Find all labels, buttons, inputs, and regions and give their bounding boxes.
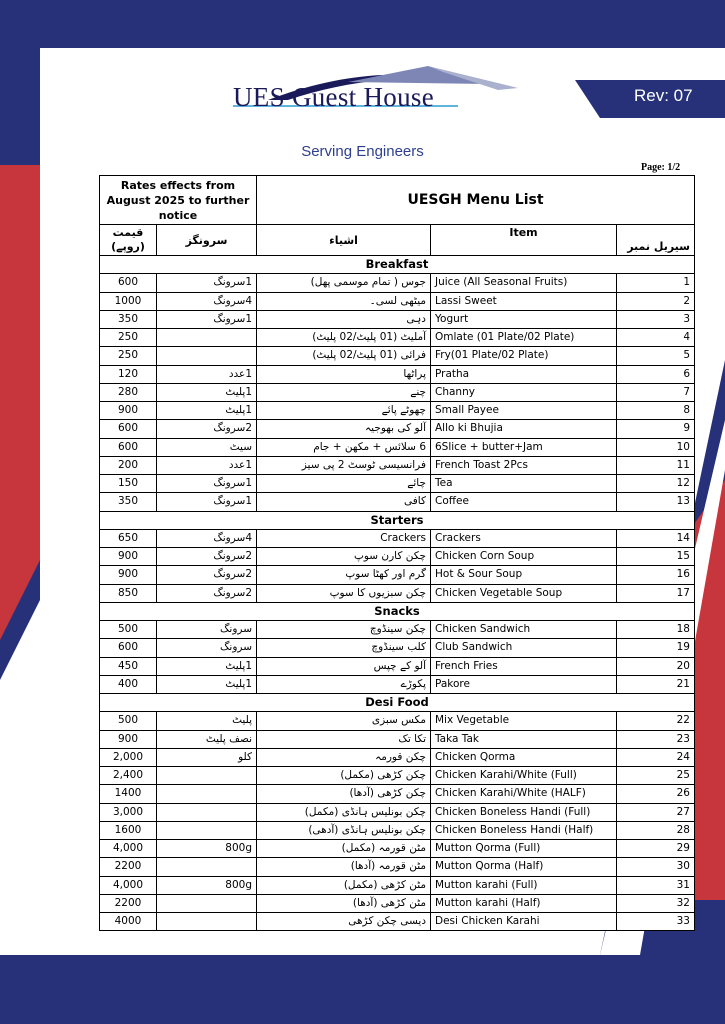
serial-number-cell: 26	[617, 785, 695, 803]
price-cell: 4,000	[100, 876, 157, 894]
serial-number-cell: 12	[617, 475, 695, 493]
item-name-cell: Mutton Qorma (Full)	[431, 840, 617, 858]
table-row	[100, 310, 695, 328]
item-name-cell: Allo ki Bhujia	[431, 420, 617, 438]
item-name-cell: Mutton karahi (Full)	[431, 876, 617, 894]
serial-number-cell: 33	[617, 913, 695, 931]
item-name-cell: Chicken Qorma	[431, 748, 617, 766]
table-row	[100, 383, 695, 401]
price-cell: 280	[100, 383, 157, 401]
table-row	[100, 548, 695, 566]
item-name-cell: Juice (All Seasonal Fruits)	[431, 274, 617, 292]
section-title: Breakfast	[100, 256, 695, 274]
servings-cell: سرونگ	[157, 639, 257, 657]
servings-cell: 800g	[157, 840, 257, 858]
price-cell: 900	[100, 566, 157, 584]
servings-cell: 4سرونگ	[157, 292, 257, 310]
item-name-cell: Lassi Sweet	[431, 292, 617, 310]
serial-number-cell: 3	[617, 310, 695, 328]
urdu-item-cell: کافی	[257, 493, 431, 511]
servings-cell	[157, 894, 257, 912]
table-row	[100, 876, 695, 894]
table-header-row-1	[100, 176, 695, 225]
table-row	[100, 730, 695, 748]
urdu-item-cell: 6 سلائس + مکھن + جام	[257, 438, 431, 456]
serial-number-cell: 19	[617, 639, 695, 657]
price-cell: 900	[100, 402, 157, 420]
price-cell: 850	[100, 584, 157, 602]
price-cell: 250	[100, 347, 157, 365]
price-cell: 1400	[100, 785, 157, 803]
page-number: Page: 1/2	[641, 162, 681, 173]
servings-cell	[157, 767, 257, 785]
serial-number-cell: 28	[617, 821, 695, 839]
servings-cell: سیٹ	[157, 438, 257, 456]
item-name-cell: Fry(01 Plate/02 Plate)	[431, 347, 617, 365]
serial-number-cell: 21	[617, 675, 695, 693]
urdu-item-cell: مٹن کڑھی (آدھا)	[257, 894, 431, 912]
item-name-cell: Mix Vegetable	[431, 712, 617, 730]
table-row	[100, 438, 695, 456]
serial-number-cell: 15	[617, 548, 695, 566]
urdu-item-cell: چکن قورمہ	[257, 748, 431, 766]
price-cell: 500	[100, 712, 157, 730]
table-row	[100, 621, 695, 639]
item-name-cell: Hot & Sour Soup	[431, 566, 617, 584]
price-cell: 500	[100, 621, 157, 639]
item-name-cell: Club Sandwich	[431, 639, 617, 657]
serial-number-cell: 25	[617, 767, 695, 785]
serial-number-cell: 7	[617, 383, 695, 401]
item-name-cell: Taka Tak	[431, 730, 617, 748]
bottom-band	[0, 955, 725, 1024]
serial-number-cell: 2	[617, 292, 695, 310]
serial-column-header: سیریل نمبر	[617, 225, 695, 256]
tagline: Serving Engineers	[301, 143, 424, 160]
left-white-wedge	[40, 48, 100, 600]
table-row	[100, 365, 695, 383]
serial-number-cell: 23	[617, 730, 695, 748]
section-header-row	[100, 256, 695, 274]
serial-number-cell: 5	[617, 347, 695, 365]
urdu-item-cell: فرانسیسی ٹوسٹ 2 پی سیز	[257, 456, 431, 474]
servings-cell: سرونگ	[157, 621, 257, 639]
table-row	[100, 639, 695, 657]
table-row	[100, 274, 695, 292]
servings-column-header: سرونگز	[157, 225, 257, 256]
item-name-cell: 6Slice + butter+Jam	[431, 438, 617, 456]
urdu-item-cell: دہی	[257, 310, 431, 328]
urdu-item-cell: آملیٹ (01 پلیٹ/02 پلیٹ)	[257, 329, 431, 347]
servings-cell: 2سرونگ	[157, 584, 257, 602]
servings-cell	[157, 785, 257, 803]
price-cell: 600	[100, 420, 157, 438]
item-name-cell: Mutton karahi (Half)	[431, 894, 617, 912]
servings-cell: 4سرونگ	[157, 529, 257, 547]
urdu-item-cell: آلو کی بھوجیہ	[257, 420, 431, 438]
menu-table	[99, 175, 695, 931]
price-cell: 150	[100, 475, 157, 493]
item-name-cell: Yogurt	[431, 310, 617, 328]
section-header-row	[100, 694, 695, 712]
revision-label: Rev: 07	[634, 86, 693, 105]
price-cell: 350	[100, 310, 157, 328]
urdu-item-cell: مٹن قورمہ (مکمل)	[257, 840, 431, 858]
urdu-item-cell: گرم اور کھٹا سوپ	[257, 566, 431, 584]
servings-cell: 1سرونگ	[157, 274, 257, 292]
left-red-strip	[0, 165, 40, 640]
table-row	[100, 566, 695, 584]
serial-number-cell: 1	[617, 274, 695, 292]
servings-cell: کلو	[157, 748, 257, 766]
price-cell: 2,400	[100, 767, 157, 785]
table-row	[100, 657, 695, 675]
item-name-cell: Chicken Boneless Handi (Full)	[431, 803, 617, 821]
urdu-item-cell: آلو کے چپس	[257, 657, 431, 675]
servings-cell	[157, 913, 257, 931]
serial-number-cell: 8	[617, 402, 695, 420]
price-cell: 4,000	[100, 840, 157, 858]
table-row	[100, 347, 695, 365]
section-title: Snacks	[100, 602, 695, 620]
price-cell: 120	[100, 365, 157, 383]
item-name-cell: Crackers	[431, 529, 617, 547]
servings-cell	[157, 347, 257, 365]
servings-cell: 1پلیٹ	[157, 657, 257, 675]
price-cell: 350	[100, 493, 157, 511]
urdu-item-cell: مکس سبزی	[257, 712, 431, 730]
table-row	[100, 675, 695, 693]
item-name-cell: Chicken Boneless Handi (Half)	[431, 821, 617, 839]
item-name-cell: Desi Chicken Karahi	[431, 913, 617, 931]
serial-number-cell: 30	[617, 858, 695, 876]
servings-cell: 1عدد	[157, 365, 257, 383]
price-cell: 400	[100, 675, 157, 693]
table-row	[100, 712, 695, 730]
item-column-header: Item	[431, 225, 617, 256]
servings-cell: 1سرونگ	[157, 493, 257, 511]
item-name-cell: Chicken Vegetable Soup	[431, 584, 617, 602]
table-header-row-2	[100, 225, 695, 256]
price-cell: 2200	[100, 858, 157, 876]
section-header-row	[100, 602, 695, 620]
top-band	[0, 0, 725, 48]
price-cell: 650	[100, 529, 157, 547]
urdu-item-cell: چنے	[257, 383, 431, 401]
item-name-cell: Channy	[431, 383, 617, 401]
item-name-cell: Chicken Corn Soup	[431, 548, 617, 566]
serial-number-cell: 17	[617, 584, 695, 602]
servings-cell: 1پلیٹ	[157, 675, 257, 693]
item-name-cell: Chicken Karahi/White (Full)	[431, 767, 617, 785]
serial-number-cell: 18	[617, 621, 695, 639]
price-cell: 2,000	[100, 748, 157, 766]
item-name-cell: French Toast 2Pcs	[431, 456, 617, 474]
item-name-cell: Pakore	[431, 675, 617, 693]
table-row	[100, 894, 695, 912]
servings-cell: 1پلیٹ	[157, 402, 257, 420]
serial-number-cell: 6	[617, 365, 695, 383]
urdu-item-cell: چکن کارن سوپ	[257, 548, 431, 566]
table-row	[100, 821, 695, 839]
serial-number-cell: 11	[617, 456, 695, 474]
serial-number-cell: 29	[617, 840, 695, 858]
rates-note: Rates effects from August 2025 to further notice	[100, 176, 257, 225]
item-name-cell: Small Payee	[431, 402, 617, 420]
servings-cell: 1سرونگ	[157, 310, 257, 328]
price-cell: 3,000	[100, 803, 157, 821]
item-name-cell: Coffee	[431, 493, 617, 511]
logo-text: UES Guest House	[233, 82, 434, 112]
menu-title: UESGH Menu List	[257, 176, 695, 225]
item-name-cell: Mutton Qorma (Half)	[431, 858, 617, 876]
table-row	[100, 402, 695, 420]
servings-cell	[157, 803, 257, 821]
serial-number-cell: 10	[617, 438, 695, 456]
table-row	[100, 456, 695, 474]
urdu-item-cell: چائے	[257, 475, 431, 493]
servings-cell: 1سرونگ	[157, 475, 257, 493]
servings-cell: پلیٹ	[157, 712, 257, 730]
table-row	[100, 803, 695, 821]
serial-number-cell: 31	[617, 876, 695, 894]
price-cell: 900	[100, 730, 157, 748]
urdu-item-cell: میٹھی لسی۔	[257, 292, 431, 310]
servings-cell: 2سرونگ	[157, 566, 257, 584]
item-name-cell: Chicken Karahi/White (HALF)	[431, 785, 617, 803]
urdu-item-cell: چکن سبزیوں کا سوپ	[257, 584, 431, 602]
urdu-item-cell: دیسی چکن کڑھی	[257, 913, 431, 931]
urdu-item-cell: جوس ( تمام موسمی پھل)	[257, 274, 431, 292]
urdu-item-cell: پکوڑے	[257, 675, 431, 693]
table-row	[100, 858, 695, 876]
urdu-item-cell: پراٹھا	[257, 365, 431, 383]
serial-number-cell: 4	[617, 329, 695, 347]
table-row	[100, 493, 695, 511]
urdu-item-cell: تکا تک	[257, 730, 431, 748]
price-cell: 600	[100, 438, 157, 456]
item-name-cell: French Fries	[431, 657, 617, 675]
urdu-item-cell: کلب سینڈوچ	[257, 639, 431, 657]
price-cell: 900	[100, 548, 157, 566]
table-row	[100, 840, 695, 858]
price-cell: 1000	[100, 292, 157, 310]
urdu-item-cell: چکن کڑھی (آدھا)	[257, 785, 431, 803]
servings-cell: 2سرونگ	[157, 420, 257, 438]
urdu-item-column-header: اشیاء	[257, 225, 431, 256]
urdu-item-cell: چکن کڑھی (مکمل)	[257, 767, 431, 785]
serial-number-cell: 22	[617, 712, 695, 730]
serial-number-cell: 24	[617, 748, 695, 766]
servings-cell	[157, 821, 257, 839]
section-header-row	[100, 511, 695, 529]
urdu-item-cell: چکن بونلیس ہانڈی (آدھی)	[257, 821, 431, 839]
table-row	[100, 292, 695, 310]
servings-cell: 800g	[157, 876, 257, 894]
serial-number-cell: 9	[617, 420, 695, 438]
table-row	[100, 748, 695, 766]
price-cell: 200	[100, 456, 157, 474]
table-row	[100, 529, 695, 547]
table-row	[100, 767, 695, 785]
price-cell: 1600	[100, 821, 157, 839]
servings-cell: 1پلیٹ	[157, 383, 257, 401]
urdu-item-cell: Crackers	[257, 529, 431, 547]
servings-cell	[157, 858, 257, 876]
serial-number-cell: 16	[617, 566, 695, 584]
price-cell: 450	[100, 657, 157, 675]
item-name-cell: Pratha	[431, 365, 617, 383]
table-row	[100, 329, 695, 347]
price-cell: 600	[100, 274, 157, 292]
table-row	[100, 584, 695, 602]
urdu-item-cell: چکن بونلیس ہانڈی (مکمل)	[257, 803, 431, 821]
urdu-item-cell: چھوٹے پائے	[257, 402, 431, 420]
servings-cell: 2سرونگ	[157, 548, 257, 566]
serial-number-cell: 27	[617, 803, 695, 821]
price-cell: 600	[100, 639, 157, 657]
table-row	[100, 913, 695, 931]
price-column-header: قیمت (روپے)	[100, 225, 157, 256]
price-cell: 4000	[100, 913, 157, 931]
item-name-cell: Tea	[431, 475, 617, 493]
urdu-item-cell: مٹن قورمہ (آدھا)	[257, 858, 431, 876]
serial-number-cell: 32	[617, 894, 695, 912]
servings-cell: 1عدد	[157, 456, 257, 474]
price-cell: 250	[100, 329, 157, 347]
urdu-item-cell: فرائی (01 پلیٹ/02 پلیٹ)	[257, 347, 431, 365]
serial-number-cell: 13	[617, 493, 695, 511]
item-name-cell: Chicken Sandwich	[431, 621, 617, 639]
section-title: Starters	[100, 511, 695, 529]
price-cell: 2200	[100, 894, 157, 912]
table-row	[100, 475, 695, 493]
item-name-cell: Omlate (01 Plate/02 Plate)	[431, 329, 617, 347]
table-row	[100, 785, 695, 803]
serial-number-cell: 14	[617, 529, 695, 547]
table-row	[100, 420, 695, 438]
urdu-item-cell: چکن سینڈوچ	[257, 621, 431, 639]
urdu-item-cell: مٹن کڑھی (مکمل)	[257, 876, 431, 894]
section-title: Desi Food	[100, 694, 695, 712]
serial-number-cell: 20	[617, 657, 695, 675]
servings-cell: نصف پلیٹ	[157, 730, 257, 748]
servings-cell	[157, 329, 257, 347]
